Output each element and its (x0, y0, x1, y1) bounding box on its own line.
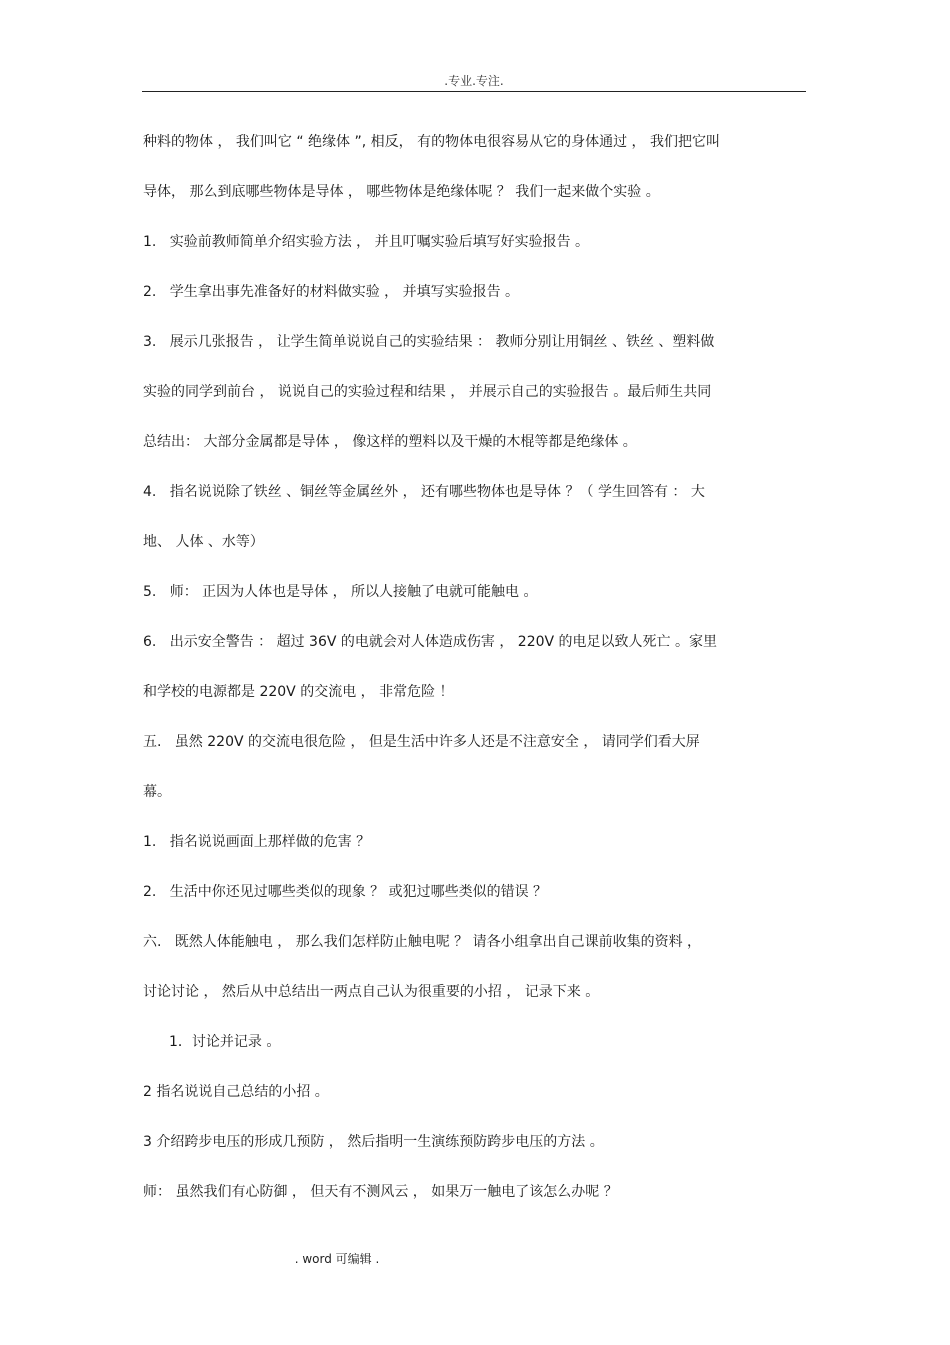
paragraph-line: 师： 虽然我们有心防御 ， 但天有不测风云 ， 如果万一触电了该怎么办呢 ？ (143, 1184, 618, 1200)
paragraph-line: 和学校的电源都是 220V 的交流电 ， 非常危险 ！ (143, 684, 454, 700)
paragraph-line: 1. 实验前教师简单介绍实验方法 ， 并且叮嘱实验后填写好实验报告 。 (143, 234, 590, 250)
paragraph-line: 4. 指名说说除了铁丝 、铜丝等金属丝外 ， 还有哪些物体也是导体 ？（ 学生回答有 ： 大 (143, 484, 705, 500)
paragraph-line: 实验的同学到前台 ， 说说自己的实验过程和结果 ， 并展示自己的实验报告 。最后师生共同 (143, 384, 712, 400)
paragraph-line: 1．讨论并记录 。 (169, 1034, 281, 1050)
document-body (143, 128, 807, 1228)
paragraph-line: 6. 出示安全警告 ： 超过 36V 的电就会对人体造成伤害 ， 220V 的电足以致人死亡 。家里 (143, 634, 717, 650)
paragraph-line: 2. 学生拿出事先准备好的材料做实验 ， 并填写实验报告 。 (143, 284, 520, 300)
paragraph-line: 五. 虽然 220V 的交流电很危险 ， 但是生活中许多人还是不注意安全 ， 请同学们看大屏 (143, 734, 700, 750)
paragraph-line: 导体， 那么到底哪些物体是导体 ， 哪些物体是绝缘体呢 ？ 我们一起来做个实验 。 (143, 184, 660, 200)
paragraph-line: 3 介绍跨步电压的形成几预防 ， 然后指明一生演练预防跨步电压的方法 。 (143, 1134, 604, 1150)
paragraph-line: 1. 指名说说画面上那样做的危害 ？ (143, 834, 371, 850)
page-header: .专业.专注. (444, 74, 504, 88)
page-footer: . word 可编辑 . (294, 1252, 380, 1266)
paragraph-line: 幕。 (143, 784, 171, 800)
paragraph-line: 5. 师： 正因为人体也是导体 ， 所以人接触了电就可能触电 。 (143, 584, 538, 600)
paragraph-line: 地、 人体 、水等） (143, 534, 264, 550)
paragraph-line: 3. 展示几张报告 ， 让学生简单说说自己的实验结果 ： 教师分别让用铜丝 、铁丝 、塑料做 (143, 334, 715, 350)
paragraph-line: 六. 既然人体能触电 ， 那么我们怎样防止触电呢 ？ 请各小组拿出自己课前收集的资料 ， (143, 934, 702, 950)
paragraph-line: 种料的物体 ， 我们叫它 “ 绝缘体 ”, 相反， 有的物体电很容易从它的身体通过 ， 我们把它叫 (143, 134, 721, 150)
paragraph-line: 总结出： 大部分金属都是导体 ， 像这样的塑料以及干燥的木棍等都是绝缘体 。 (143, 434, 637, 450)
paragraph-line: 讨论讨论 ， 然后从中总结出一两点自己认为很重要的小招 ， 记录下来 。 (143, 984, 600, 1000)
header-divider (142, 91, 806, 92)
paragraph-line: 2. 生活中你还见过哪些类似的现象 ？ 或犯过哪些类似的错误 ？ (143, 884, 548, 900)
paragraph-line: 2 指名说说自己总结的小招 。 (143, 1084, 329, 1100)
